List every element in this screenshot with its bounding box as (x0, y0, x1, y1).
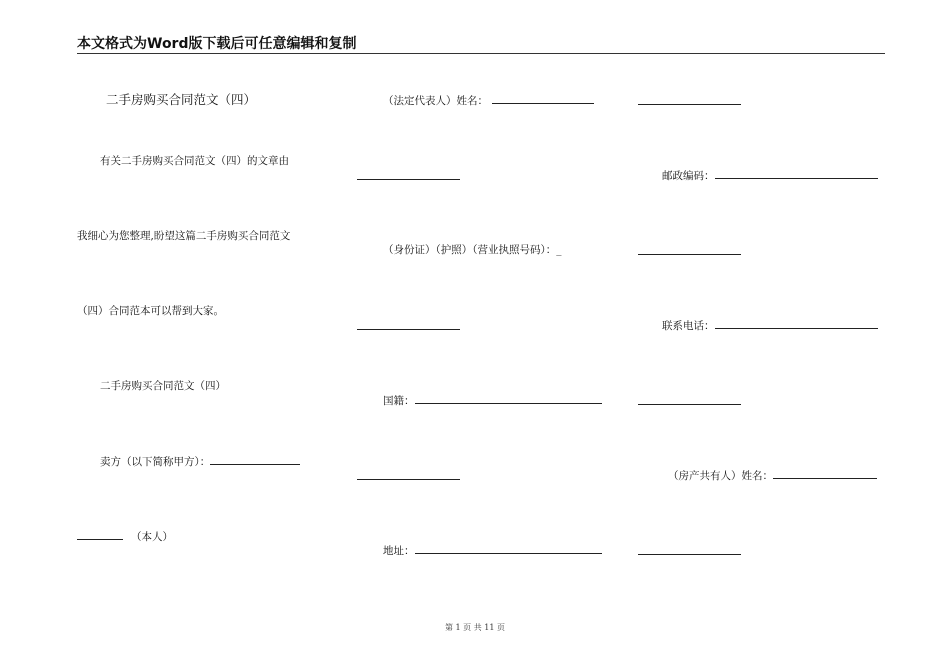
document-title: 二手房购买合同范文（四） (106, 92, 257, 107)
intro-line-1: 有关二手房购买合同范文（四）的文章由 (100, 155, 289, 167)
legal-rep-name-blank (492, 93, 594, 104)
self-label: （本人） (131, 531, 173, 543)
phone-blank (715, 318, 878, 329)
blank-line (357, 329, 460, 330)
seller-field (100, 454, 300, 469)
phone-label: 联系电话： (662, 320, 715, 332)
legal-rep-name-label: （法定代表人）姓名： (383, 95, 488, 107)
contract-subtitle: 二手房购买合同范文（四） (100, 380, 226, 392)
self-blank (77, 529, 123, 540)
legal-rep-field (383, 93, 594, 108)
document-header-title: 本文格式为Word版下载后可任意编辑和复制 (77, 36, 357, 52)
intro-line-2: 我细心为您整理,盼望这篇二手房购买合同范文 (77, 230, 291, 242)
nationality-label: 国籍： (383, 395, 415, 407)
address-label: 地址： (383, 545, 415, 557)
postcode-label: 邮政编码： (662, 170, 715, 182)
nationality-field (383, 393, 602, 408)
blank-line (638, 404, 741, 405)
address-field (383, 543, 602, 558)
co-owner-field (668, 468, 877, 483)
page-number: 第 1 页 共 11 页 (445, 623, 505, 632)
nationality-blank (415, 393, 602, 404)
blank-line (357, 179, 460, 180)
seller-label: 卖方（以下简称甲方）： (100, 456, 211, 468)
postcode-field (662, 168, 878, 183)
blank-line (638, 254, 741, 255)
blank-line (638, 554, 741, 555)
intro-line-3: （四）合同范本可以帮到大家。 (77, 305, 224, 317)
phone-field (662, 318, 878, 333)
blank-line (638, 104, 741, 105)
co-owner-name-label: （房产共有人）姓名： (668, 470, 773, 482)
header-divider (77, 53, 885, 54)
postcode-blank (715, 168, 878, 179)
address-blank (415, 543, 602, 554)
blank-line (357, 479, 460, 480)
seller-blank (210, 454, 300, 465)
id-number-label: （身份证）（护照）（营业执照号码）：_ (383, 244, 562, 256)
co-owner-name-blank (773, 468, 877, 479)
self-field (77, 529, 173, 544)
